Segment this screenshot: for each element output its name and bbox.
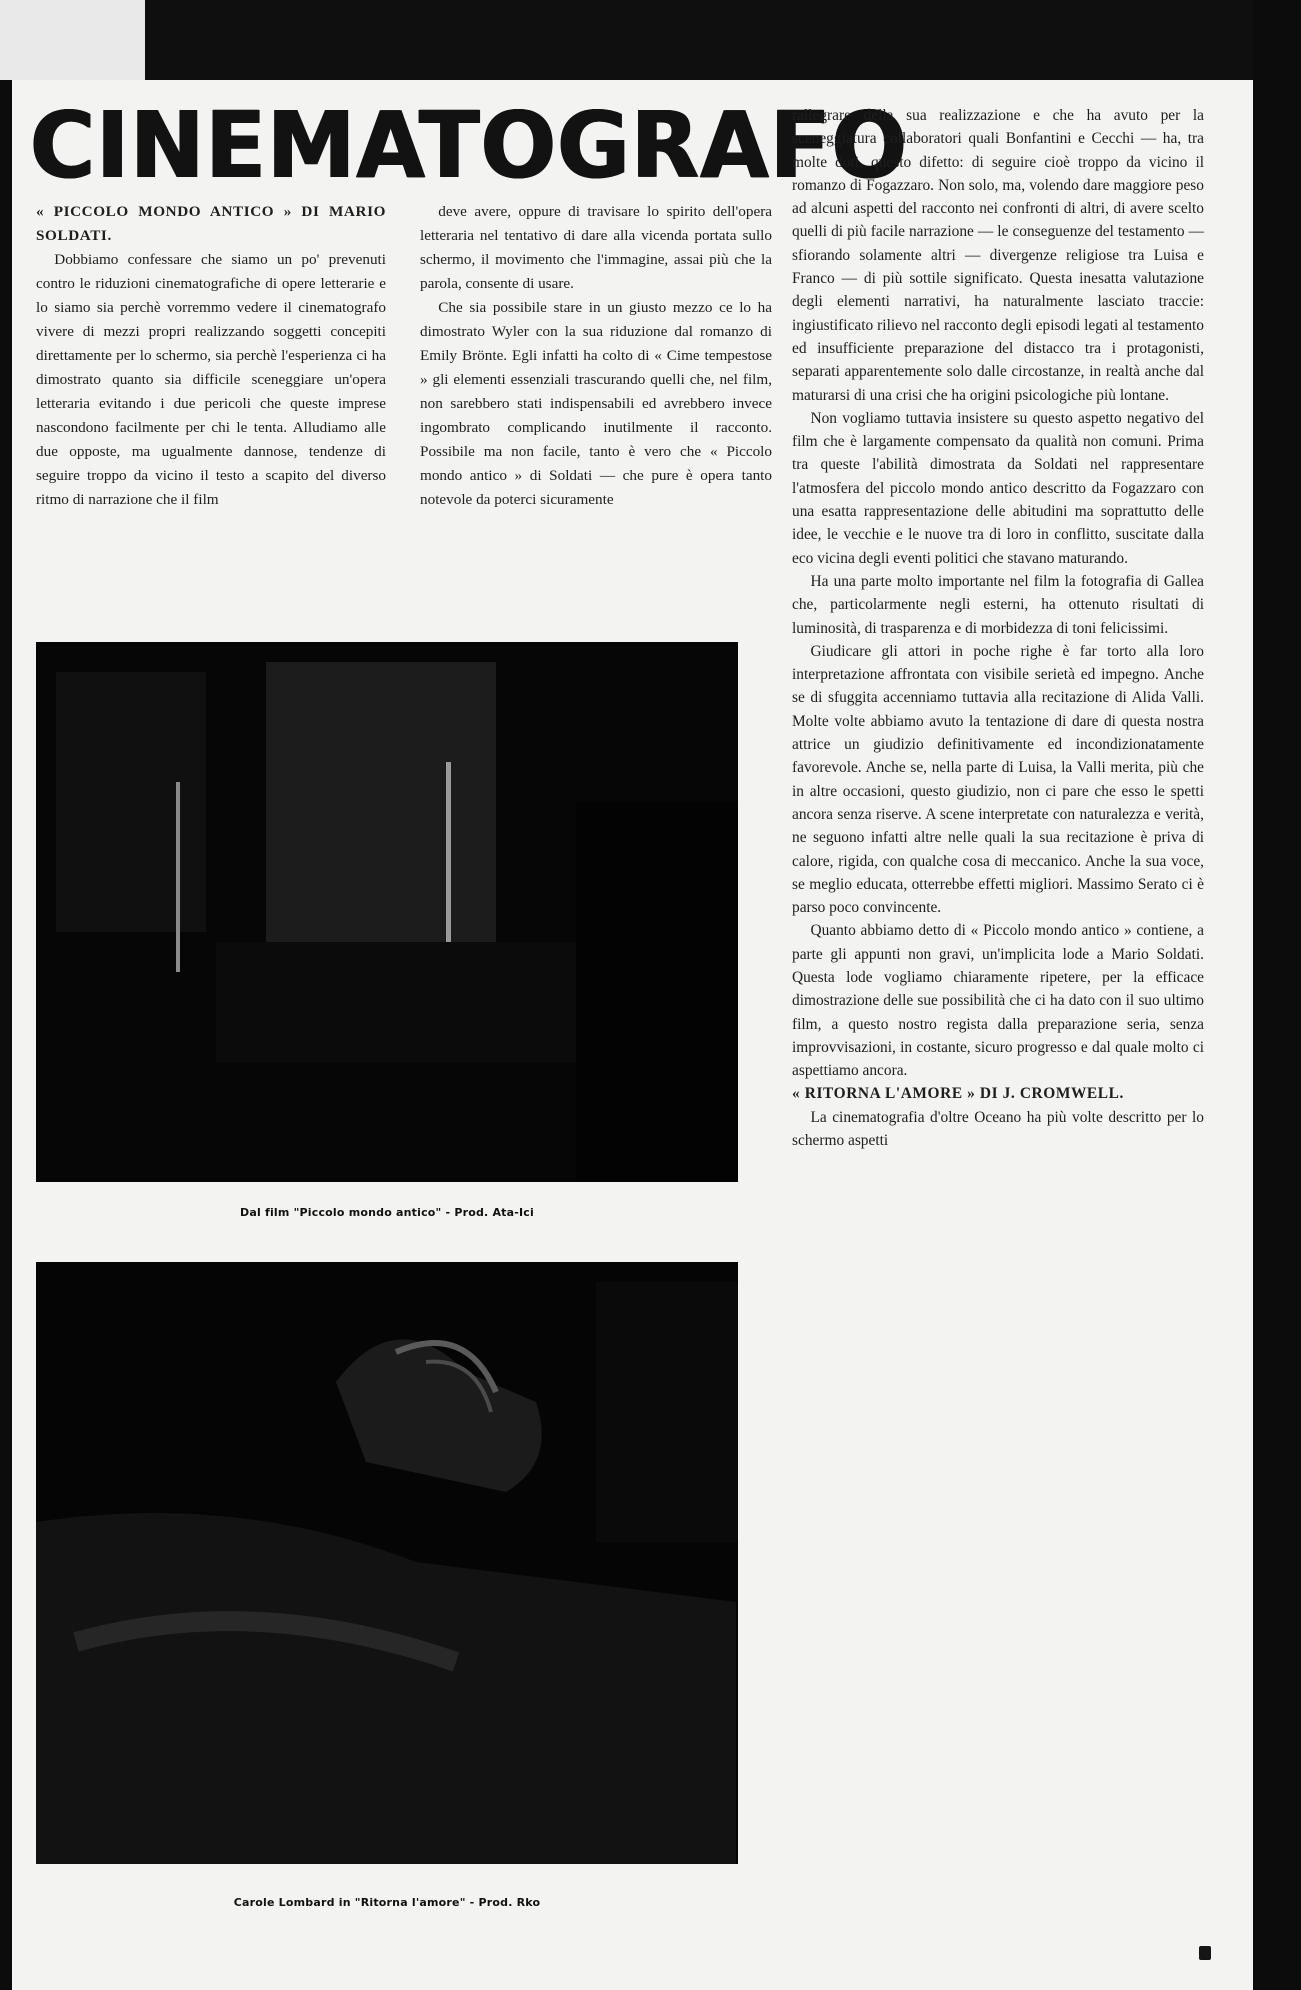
film-still-image [36,1262,738,1864]
scan-right-edge [1253,0,1301,1990]
article-paragraph: deve avere, oppure di travisare lo spirito dell'opera letteraria nel tentativo di dare alla vicenda portata sullo schermo, il movimento che l'immagine, assai più che la parola, consente di usare. [420,203,772,292]
photo-caption: Carole Lombard in "Ritorna l'amore" - Prod. Rko [233,1896,541,1909]
column-right [792,104,1204,1152]
article-paragraph: Ha una parte molto importante nel film la fotografia di Gallea che, particolarmente negli esterni, ha ottenuto risultati di luminosità, di trasparenza e di morbidezza di toni felicissimi. [792,572,1204,637]
photo-caption: Dal film "Piccolo mondo antico" - Prod. Ata-Ici [240,1206,534,1219]
article-paragraph: Quanto abbiamo detto di « Piccolo mondo antico » contiene, a parte gli appunti non gravi, un'implicita lode a Mario Soldati. Questa lode vogliamo chiaramente ripetere, per la efficace dimostrazione delle sue possibilità che ci ha dato con il suo ultimo film, a questo nostro regista dalla preparazione seria, senza improvvisazioni, in costante, sicuro progresso e dal quale molto ci aspettiamo ancora. [792,922,1204,1080]
article-paragraph: Dobbiamo confessare che siamo un po' prevenuti contro le riduzioni cinematografiche di opere letterarie e lo siamo sia perchè vorremmo vedere il cinematografo vivere di mezzi propri realizzando soggetti concepiti direttamente per lo schermo, sia perchè l'esperienza ci ha dimostrato quanto sia difficile sceneggiare un'opera letteraria evitando i due pericoli che queste imprese nascondono facilmente per chi le tenta. Alludiamo alle due opposte, ma ugualmente dannose, tendenze di seguire troppo da vicino il testo a scapito del diverso ritmo di narrazione che il film [36,251,386,508]
film-still-photo [36,1262,738,1864]
scan-top-band [0,0,1301,80]
article-heading: « RITORNA L'AMORE » DI J. CROMWELL. [792,1085,1124,1103]
article-paragraph: Giudicare gli attori in poche righe è far torto alla loro interpretazione affrontata con visibile serietà ed impegno. Anche se di sfuggita accenniamo tuttavia alla recitazione di Alida Valli. Molte volte abbiamo avuto la tentazione di dare di questa nostra attrice un giudizio definitivamente ed incondizionatamente favorevole. Anche se, nella parte di Luisa, la Valli merita, più che in altre occasioni, questo giudizio, non ci pare che esso le spetti ancora senza riserve. A scene interpretate con naturalezza e verità, ne seguono infatti altre nelle quali la sua recitazione è priva di calore, rigida, con qualche cosa di meccanico. Anche la sua voce, se meglio educata, otterrebbe effetti migliori. Massimo Serato ci è parso poco convincente. [792,642,1204,917]
article-paragraph: La cinematografia d'oltre Oceano ha più volte descritto per lo schermo aspetti [792,1108,1204,1150]
scan-top-shadow [145,0,1255,80]
page-title: CINEMATOGRAFO [30,92,908,199]
article-heading: « PICCOLO MONDO ANTICO » DI MARIO SOLDATI. [36,203,386,244]
film-still-photo [36,642,738,1182]
page-mark-icon [1199,1946,1211,1960]
article-paragraph: Che sia possibile stare in un giusto mezzo ce lo ha dimostrato Wyler con la sua riduzione dal romanzo di Emily Brönte. Egli infatti ha colto di « Cime tempestose » gli elementi essenziali trascurando quelli che, nel film, non sarebbero stati indispensabili ed avrebbero invece ingombrato complicando inutilmente il racconto. Possibile ma non facile, tanto è vero che « Piccolo mondo antico » di Soldati — che pure è opera tanto notevole da poterci sicuramente [420,299,772,508]
article-paragraph: Non vogliamo tuttavia insistere su questo aspetto negativo del film che è largamente compensato da qualità non comuni. Prima tra queste l'abilità dimostrata da Soldati nel rappresentare l'atmosfera del piccolo mondo antico descritto da Fogazzaro con una esatta rappresentazione delle abitudini ma soprattutto delle idee, le vecchie e le nuove tra di loro in conflitto, suscitate dalla eco vicina degli eventi politici che stavano maturando. [792,409,1204,567]
column-middle [420,200,772,512]
article-paragraph: rallegrare della sua realizzazione e che ha avuto per la sceneggiatura collaboratori quali Bonfantini e Cecchi — ha, tra molte doti, questo difetto: di seguire cioè troppo da vicino il romanzo di Fogazzaro. Non solo, ma, volendo dare maggiore peso ad alcuni aspetti del racconto nei confronti di altri, di avere scelto quelli di più facile narrazione — le conseguenze del testamento — sfiorando solamente altri — divergenze religiose tra Luisa e Franco — di più sottile significato. Questa inesatta valutazione degli elementi narrativi, ha naturalmente lasciato traccie: ingiustificato rilievo nel racconto degli episodi legati al testamento ed insufficiente preparazione del distacco tra i protagonisti, separati apparentemente solo dalle circostanze, in realtà anche dal maturarsi di una crisi che ha origini psicologiche più lontane. [792,107,1204,404]
film-still-image [36,642,738,1182]
column-left [36,200,386,512]
scan-left-edge [0,80,12,1990]
